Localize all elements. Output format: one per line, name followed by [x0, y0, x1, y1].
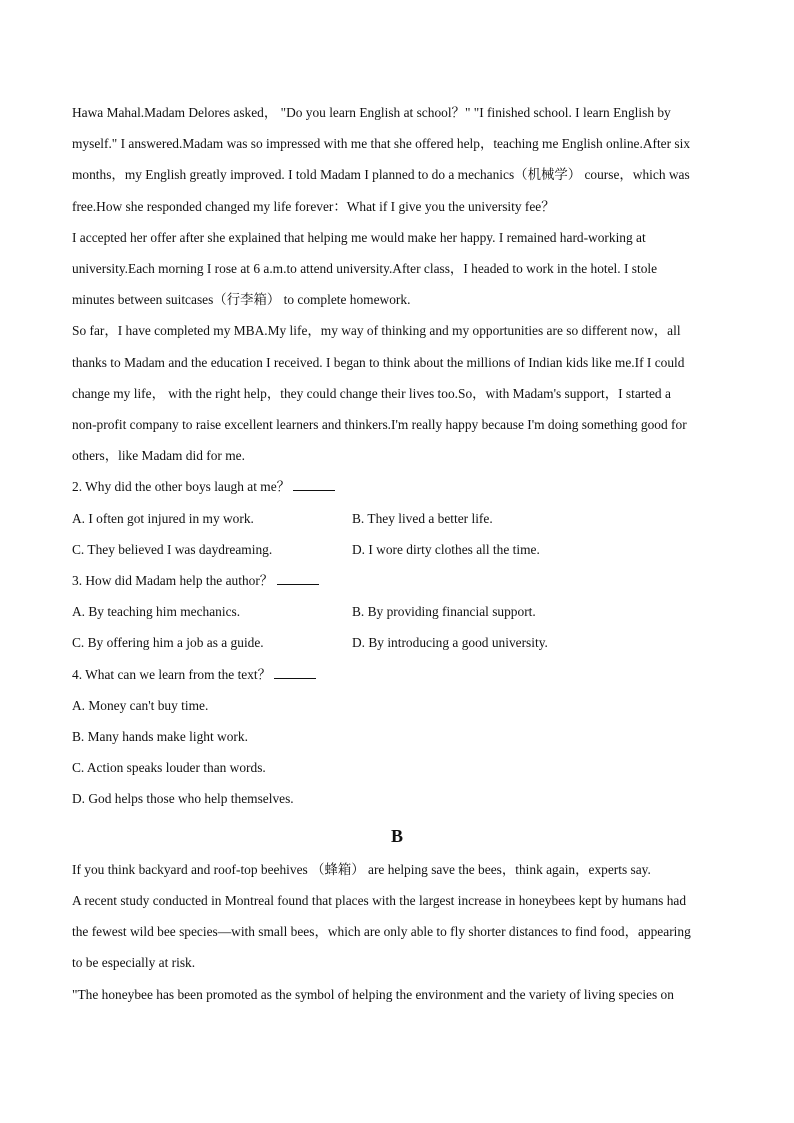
answer-blank[interactable] — [277, 572, 319, 585]
passage-b-line: A recent study conducted in Montreal found that places with the largest increase in honeybees kept by humans had — [72, 893, 687, 909]
option-a[interactable]: A. By teaching him mechanics. — [72, 604, 241, 620]
passage-a-line: free.How she responded changed my life forever：What if I give you the university fee？ — [72, 198, 555, 214]
passage-a-line: minutes between suitcases（行李箱） to complete homework. — [72, 292, 411, 308]
passage-a-line: I accepted her offer after she explained that helping me would make her happy. I remained hard-working at — [72, 229, 646, 245]
passage-b-line: If you think backyard and roof-top beehives （蜂箱） are helping save the bees，think again，experts say. — [72, 861, 651, 877]
options-row — [72, 503, 722, 534]
passage-a-line: others，like Madam did for me. — [72, 448, 245, 464]
options-row — [72, 627, 722, 658]
question-stem — [72, 659, 722, 690]
question-stem-text: 3. How did Madam help the author？ — [72, 573, 274, 589]
passage-b — [72, 854, 722, 1010]
passage-a-line: Hawa Mahal.Madam Delores asked， "Do you learn English at school？" "I finished school. I learn English by — [72, 105, 671, 120]
question-stem-text: 2. Why did the other boys laugh at me？ — [72, 479, 291, 495]
passage-a-line: So far，I have completed my MBA.My life，my way of thinking and my opportunities are so different now，all — [72, 323, 681, 339]
passage-a-line: thanks to Madam and the education I received. I began to think about the millions of Indian kids like me.If I could — [72, 354, 685, 370]
passage-a-line: non-profit company to raise excellent learners and thinkers.I'm really happy because I'm doing something good for — [72, 417, 687, 433]
passage-a-line: change my life， with the right help，they could change their lives too.So，with Madam's support，I started a — [72, 385, 671, 401]
option-d[interactable]: D. I wore dirty clothes all the time. — [352, 541, 540, 557]
option-c[interactable]: C. They believed I was daydreaming. — [72, 541, 273, 557]
answer-blank[interactable] — [293, 478, 335, 491]
option-b[interactable]: B. By providing financial support. — [352, 604, 536, 620]
question-stem-text: 4. What can we learn from the text？ — [72, 666, 272, 682]
passage-b-line: the fewest wild bee species—with small bees，which are only able to fly shorter distances to find food，appearing — [72, 924, 691, 940]
question-2 — [72, 471, 722, 565]
option-c[interactable]: C. Action speaks louder than words. — [72, 760, 266, 776]
option-d[interactable]: D. By introducing a good university. — [352, 635, 548, 651]
passage-a-line: university.Each morning I rose at 6 a.m.to attend university.After class，I headed to work in the hotel. I stole — [72, 261, 658, 277]
passage-b-line: to be especially at risk. — [72, 955, 196, 971]
option-b[interactable]: B. Many hands make light work. — [72, 729, 248, 745]
section-b-heading: B — [390, 825, 403, 846]
option-c[interactable]: C. By offering him a job as a guide. — [72, 635, 264, 651]
passage-a — [72, 97, 722, 471]
question-stem — [72, 471, 722, 502]
passage-a-line: myself." I answered.Madam was so impressed with me that she offered help，teaching me English online.After six — [72, 136, 691, 152]
question-stem — [72, 565, 722, 596]
option-a[interactable]: A. Money can't buy time. — [72, 697, 209, 713]
question-4 — [72, 659, 722, 815]
option-d[interactable]: D. God helps those who help themselves. — [72, 791, 294, 807]
page-content — [72, 97, 722, 1010]
passage-b-line: "The honeybee has been promoted as the symbol of helping the environment and the variety of living species on — [72, 986, 674, 1002]
option-b[interactable]: B. They lived a better life. — [352, 510, 493, 526]
option-a[interactable]: A. I often got injured in my work. — [72, 510, 254, 526]
options-row — [72, 596, 722, 627]
answer-blank[interactable] — [274, 666, 316, 679]
passage-a-line: months，my English greatly improved. I told Madam I planned to do a mechanics（机械学） course，which was — [72, 167, 690, 183]
question-3 — [72, 565, 722, 659]
options-row — [72, 534, 722, 565]
